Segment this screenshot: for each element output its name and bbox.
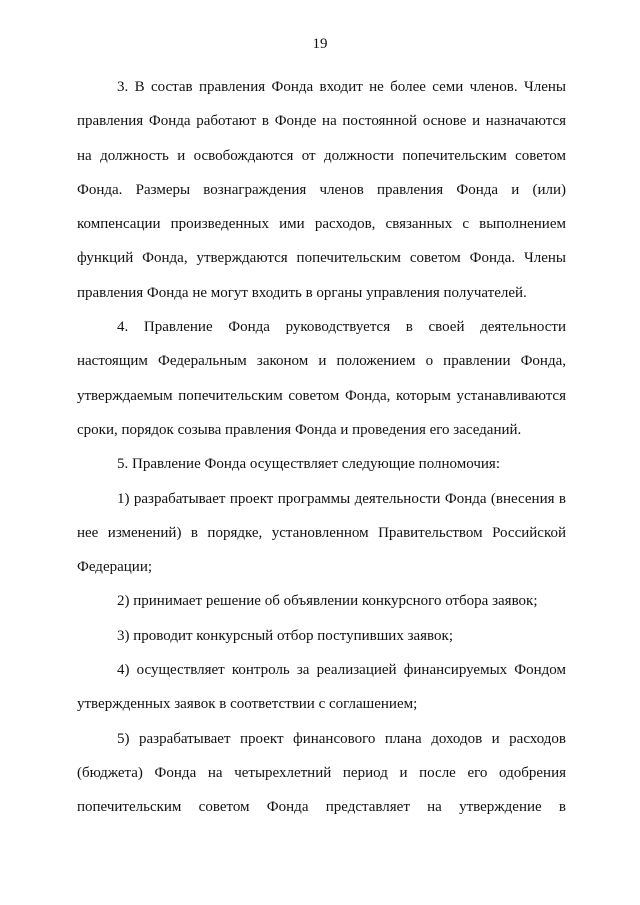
document-body (77, 70, 566, 825)
list-item-3: 3) проводит конкурсный отбор поступивших заявок; (117, 627, 453, 644)
list-item-1: 1) разрабатывает проект программы деятельности Фонда (внесения в нее изменений) в порядке, установленном Правительством Российской Федерации; (77, 490, 566, 576)
paragraph-section-3: 3. В состав правления Фонда входит не более семи членов. Члены правления Фонда работают в Фонде на постоянной основе и назначаются на должность и освобождаются от должности попечительским советом Фонда. Размеры вознаграждения членов правления Фонда и (или) компенсации произведенных ими расходов, связанных с выполнением функций Фонда, утверждаются попечительским советом Фонда. Члены правления Фонда не могут входить в органы управления получателей. (77, 79, 566, 301)
list-item-4: 4) осуществляет контроль за реализацией финансируемых Фондом утвержденных заявок в соответствии с соглашением; (77, 662, 566, 713)
page-number: 19 (312, 36, 328, 52)
paragraph-section-4: 4. Правление Фонда руководствуется в своей деятельности настоящим Федеральным законом и положением о правлении Фонда, утверждаемым попечительским советом Фонда, которым устанавливаются сроки, порядок созыва правления Фонда и проведения его заседаний. (77, 319, 566, 438)
list-item-2: 2) принимает решение об объявлении конкурсного отбора заявок; (117, 593, 538, 610)
paragraph-section-5: 5. Правление Фонда осуществляет следующие полномочия: (117, 456, 500, 473)
list-item-5: 5) разрабатывает проект финансового плана доходов и расходов (бюджета) Фонда на четырехлетний период и после его одобрения попечительским советом Фонда представляет на утверждение в (77, 730, 566, 816)
